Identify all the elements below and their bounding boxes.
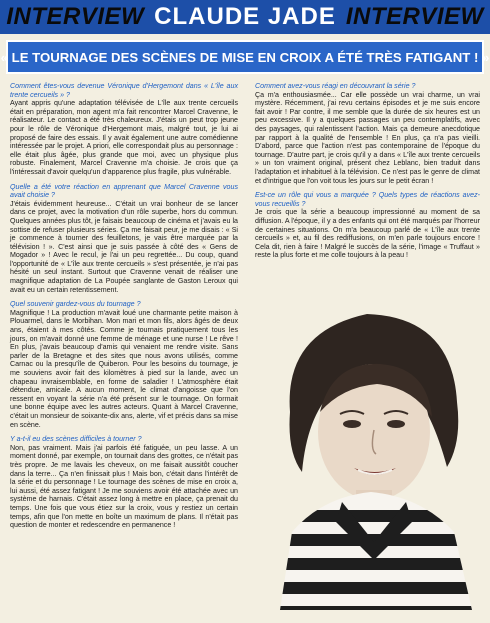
right-column: [255, 82, 480, 266]
question: Quelle a été votre réaction en apprenant que Marcel Cravenne vous avait choisie ?: [10, 182, 238, 200]
question: Quel souvenir gardez-vous du tournage ?: [10, 300, 141, 309]
answer: Ayant appris qu'une adaptation télévisée de L'île aux trente cercueils était en préparation, mon agent m'a fait rencontrer Marcel Cravenne, le réalisateur. Le contact a été très chaleureux. J'étais un peut trop jeune pour le rôle de Véronique d'Hergemont mais, malgré tout, je lui ai proposé de faire des essais. Il y avait également une autre comédienne intéressée par le projet. A priori, elle correspondait plus au personnage : elle était plus âgée, plus grande que moi, avec un physique plus robuste. Finalement, Marcel Cravenne m'a choisie. Je crois que ça l'intéressait d'avoir quelqu'un d'apparence plus fragile, plus vulnérable.: [10, 99, 238, 176]
headline-title: « LE TOURNAGE DES SCÈNES DE MISE EN CROIX A ÉTÉ TRÈS FATIGANT ! »: [0, 49, 490, 65]
portrait-photo: [262, 292, 480, 610]
header-bar: [0, 0, 490, 34]
answer: Je crois que la série a beaucoup impressionné au moment de sa diffusion. A l'époque, il y a des enfants qui ont été marqués par l'horreur de certaines situations. On m'a beaucoup parlé de « L'île aux trente cercueils » et, au fil des rediffusions, on m'en parle toujours encore ! Cela dit, rien à faire ! Malgré le succès de la série, l'image « Truffaut » reste la plus forte et me colle toujours à la peau !: [255, 208, 480, 260]
answer: Ça m'a enthousiasmée... Car elle possède un vrai charme, un vrai mystère. Récemment, j'ai revu certains épisodes et je me suis encore fait avoir ! Par contre, il me semble que la durée de six heures est un peu excessive. Il y a quelques passages un peu contemplatifs, avec des paysages, qui ralentissent l'action. Mais ça demeure anecdotique par rapport à la qualité de l'ensemble ! En plus, ça n'a pas vieilli. D'abord, parce que l'action n'est pas contemporaine de l'époque du tournage. D'autre part, je crois qu'il y a dans « L'île aux trente cercueils » un ton vraiment original, présent chez Leblanc, bien traduit dans l'adaptation et inhabituel à la télévision. Ce n'est pas le genre de climat et d'intrigue que l'on voit tous les jours sur le petit écran !: [255, 90, 480, 185]
header-keyword-right: INTERVIEW: [345, 3, 484, 30]
portrait-illustration: [262, 292, 480, 610]
answer: Non, pas vraiment. Mais j'ai parfois été fatiguée, un peu lasse. A un moment donné, par exemple, on tournait dans des grottes, ce n'était pas très propre. Je me lavais les cheveux, on me faisait aussitôt coucher dans la terre... Ça n'en finissait plus ! Mais bon, c'était dans l'intérêt de la série et du personnage ! Le tournage des scènes de mise en croix a, lui aussi, été assez fatigant ! Je me souviens avoir été attachée avec un système de harnais. C'était assez long à mettre en place, ça prenait du temps. Une fois que vous étiez sur la croix, vous y restiez un certain temps, afin que l'on mette en boîte un maximum de plans. Il n'était pas question de monter et redescendre en permanence !: [10, 443, 238, 530]
headline-banner: [0, 40, 490, 74]
header-interviewee-name: CLAUDE JADE: [154, 3, 336, 30]
left-column: [10, 82, 238, 536]
header-keyword-left: INTERVIEW: [6, 3, 145, 30]
question: Y a-t-il eu des scènes difficiles à tourner ?: [10, 435, 142, 444]
answer: J'étais évidemment heureuse... C'était un vrai bonheur de se lancer dans ce projet, avec la motivation d'un rôle superbe, hors du commun. Quelques années plus tôt, je faisais beaucoup de cinéma et j'avais eu la sottise de refuser plusieurs séries. Ça me faisait peur, je me disais : « Si je commence à tourner des feuilletons, je vais être marquée par la télévision ! ». C'est ainsi que je suis passée à côté des « Gens de Mogador » ! Avec le recul, je l'ai un peu regrettée... Du coup, quand l'opportunité de « L'île aux trente cercueils » s'est présentée, je n'ai pas hésité un seul instant. Surtout que Cravenne venait de réaliser une magnifique adaptation de La Poupée sanglante de Gaston Leroux qui avait eu un certain retentissement.: [10, 199, 238, 294]
answer: Magnifique ! La production m'avait loué une charmante petite maison à Plouarmel, dans le Morbihan. Mon mari et mon fils, alors âgés de deux ans, étaient à mes côtés. Comme je tournais pratiquement tous les jours, on m'avait donné une femme de ménage et une nurse ! Le rêve ! En plus, j'avais beaucoup d'amis qui venaient me rendre visite. Sans parler de la Bretagne et des sites que nous avons utilisés, comme Carnac ou la presqu'île de Quiberon. Pour les besoins du tournage, je me souviens avoir fait des kilomètres à pied sur la lande, avec un chapeau invraisemblable, en forme de saladier ! L'atmosphère était détendue, amicale. A aucun moment, le climat d'angoisse que l'on ressent en voyant la série n'a été présent sur le tournage. On formait une bonne équipe avec les autres acteurs. Quant à Marcel Cravenne, c'était un monsieur de soixante-dix ans, alerte, vif et précis dans sa mise en scène.: [10, 308, 238, 429]
question: Comment êtes-vous devenue Véronique d'Hergemont dans « L'île aux trente cercueils » ?: [10, 82, 238, 99]
question: Est-ce un rôle qui vous a marquée ? Quels types de réactions avez-vous recueillis ?: [255, 191, 480, 208]
question: Comment avez-vous réagi en découvrant la série ?: [255, 82, 416, 90]
